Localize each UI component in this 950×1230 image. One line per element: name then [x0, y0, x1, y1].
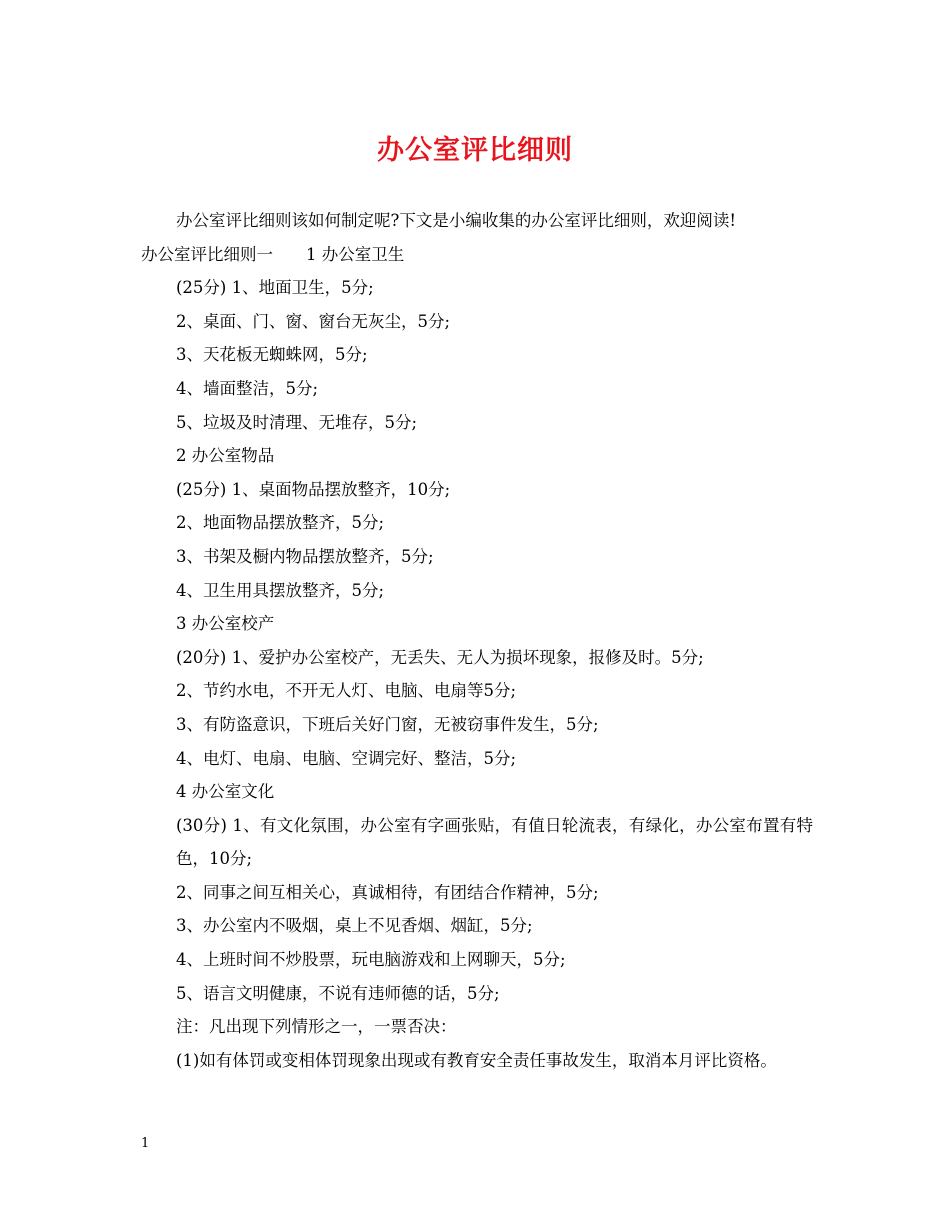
paragraph-line: 4、电灯、电扇、电脑、空调完好、整洁，5分; [176, 748, 517, 768]
paragraph-line: 3、有防盗意识，下班后关好门窗，无被窃事件发生，5分; [176, 714, 599, 734]
paragraph-line: (20分) 1、爱护办公室校产，无丢失、无人为损坏现象，报修及时。5分; [176, 647, 704, 667]
paragraph-line: 5、垃圾及时清理、无堆存，5分; [176, 412, 418, 432]
paragraph-line: 2、桌面、门、窗、窗台无灰尘，5分; [176, 311, 451, 331]
paragraph-line: 3、天花板无蜘蛛网，5分; [176, 345, 368, 365]
paragraph-line: 注：凡出现下列情形之一，一票否决： [176, 1017, 457, 1037]
paragraph-line: 5、语言文明健康，不说有违师德的话，5分; [176, 983, 500, 1003]
page-number: 1 [141, 1136, 150, 1151]
paragraph-line: (25分) 1、地面卫生，5分; [176, 278, 374, 298]
paragraph-line: 3、书架及橱内物品摆放整齐，5分; [176, 546, 434, 566]
paragraph-line: 4、上班时间不炒股票，玩电脑游戏和上网聊天，5分; [176, 950, 566, 970]
paragraph-line: 4、卫生用具摆放整齐，5分; [176, 580, 385, 600]
paragraph-line: 2、地面物品摆放整齐，5分; [176, 513, 385, 533]
document-body [141, 204, 813, 1077]
paragraph-line: 2、节约水电，不开无人灯、电脑、电扇等5分; [176, 681, 517, 701]
paragraph-line: 2 办公室物品 [176, 446, 275, 466]
paragraph-line: 办公室评比细则该如何制定呢?下文是小编收集的办公室评比细则，欢迎阅读! [176, 211, 736, 230]
paragraph-line: 办公室评比细则一 1 办公室卫生 [141, 244, 405, 264]
paragraph-line: (1)如有体罚或变相体罚现象出现或有教育安全责任事故发生，取消本月评比资格。 [176, 1050, 777, 1070]
document-title: 办公室评比细则 [377, 135, 573, 166]
paragraph-line: 3 办公室校产 [176, 614, 275, 634]
paragraph-line: 3、办公室内不吸烟，桌上不见香烟、烟缸，5分; [176, 916, 533, 936]
paragraph-line: 2、同事之间互相关心，真诚相待，有团结合作精神，5分; [176, 882, 599, 902]
paragraph-line: 4、墙面整洁，5分; [176, 378, 319, 398]
paragraph-line: (30分) 1、有文化氛围，办公室有字画张贴，有值日轮流表，有绿化，办公室布置有特色，10分; [176, 815, 813, 869]
paragraph-line: 4 办公室文化 [176, 782, 275, 802]
paragraph-line: (25分) 1、桌面物品摆放整齐，10分; [176, 479, 451, 499]
